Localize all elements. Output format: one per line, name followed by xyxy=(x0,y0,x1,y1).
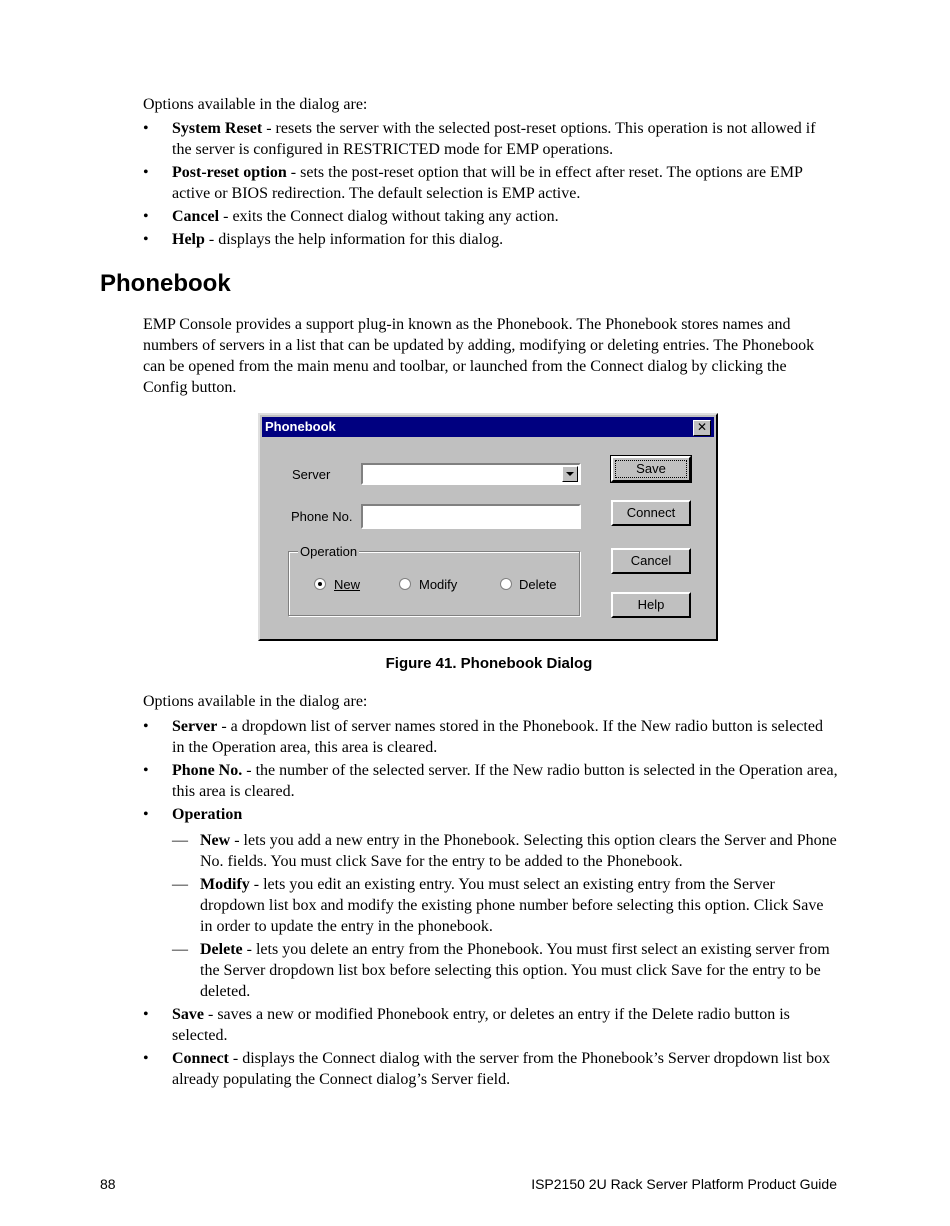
bullet-icon: • xyxy=(143,806,149,823)
bottom-options-list xyxy=(143,716,838,1092)
term: Cancel xyxy=(172,208,220,225)
term: Save xyxy=(172,1006,204,1023)
description: - exits the Connect dialog without taking any action. xyxy=(219,208,559,225)
save-button-label: Save xyxy=(615,460,687,478)
bullet-icon: • xyxy=(143,762,149,779)
description: - a dropdown list of server names stored in the Phonebook. If the New radio button is selected in the Operation area, this area is cleared. xyxy=(172,718,823,756)
server-label: Server xyxy=(292,467,331,482)
term: Delete xyxy=(200,941,243,958)
bullet-icon: • xyxy=(143,1050,149,1067)
help-button[interactable]: Help xyxy=(611,592,691,618)
radio-new[interactable] xyxy=(314,578,326,590)
top-options-list xyxy=(143,118,838,252)
server-dropdown[interactable] xyxy=(361,463,581,485)
sub-list-item xyxy=(143,874,838,937)
dash-icon: — xyxy=(172,941,188,958)
cancel-button[interactable]: Cancel xyxy=(611,548,691,574)
list-item xyxy=(143,1048,838,1090)
operation-label: Operation xyxy=(300,544,358,559)
phonebook-dialog xyxy=(258,413,718,641)
description: - lets you edit an existing entry. You must select an existing entry from the Server dropdown list box and modify the existing phone number before selecting this option. Click Save in order to update the entry in the phonebook. xyxy=(200,876,824,935)
list-item xyxy=(143,162,838,204)
description: - lets you add a new entry in the Phonebook. Selecting this option clears the Server and Phone No. fields. You must click Save for the entry to be added to the Phonebook. xyxy=(200,832,837,870)
bullet-icon: • xyxy=(143,164,149,181)
document-title: ISP2150 2U Rack Server Platform Product Guide xyxy=(531,1176,837,1192)
term: Operation xyxy=(172,806,243,823)
dash-icon: — xyxy=(172,876,188,893)
bullet-icon: • xyxy=(143,718,149,735)
list-item xyxy=(143,229,838,250)
sub-list-item xyxy=(143,830,838,872)
section-heading: Phonebook xyxy=(100,270,231,297)
bullet-icon: • xyxy=(143,231,149,248)
term: Help xyxy=(172,231,205,248)
radio-modify-label[interactable]: Modify xyxy=(419,577,458,592)
description: - sets the post-reset option that will be in effect after reset. The options are EMP active or BIOS redirection. The default selection is EMP active. xyxy=(172,164,803,202)
radio-delete[interactable] xyxy=(500,578,512,590)
radio-modify[interactable] xyxy=(399,578,411,590)
term: System Reset xyxy=(172,120,263,137)
dash-icon: — xyxy=(172,832,188,849)
dialog-titlebar xyxy=(262,417,714,437)
list-item xyxy=(143,760,838,802)
save-button[interactable] xyxy=(611,456,691,482)
list-item xyxy=(143,804,838,825)
term: Post-reset option xyxy=(172,164,287,181)
description: - the number of the selected server. If the New radio button is selected in the Operation area, this area is cleared. xyxy=(172,762,838,800)
sub-list-item xyxy=(143,939,838,1002)
radio-new-label[interactable]: New xyxy=(334,577,361,592)
connect-button[interactable]: Connect xyxy=(611,500,691,526)
phone-input[interactable] xyxy=(361,504,581,529)
top-intro: Options available in the dialog are: xyxy=(143,96,368,113)
bullet-icon: • xyxy=(143,208,149,225)
term: Phone No. xyxy=(172,762,243,779)
term: Server xyxy=(172,718,218,735)
figure-caption: Figure 41. Phonebook Dialog xyxy=(385,655,593,672)
term: New xyxy=(200,832,231,849)
list-item xyxy=(143,1004,838,1046)
phone-label: Phone No. xyxy=(291,509,353,524)
description: - resets the server with the selected post-reset options. This operation is not allowed if the server is configured in RESTRICTED mode for EMP operations. xyxy=(172,120,816,158)
close-icon[interactable]: ✕ xyxy=(693,420,711,436)
section-paragraph: EMP Console provides a support plug-in known as the Phonebook. The Phonebook stores names and numbers of servers in a list that can be updated by adding, modifying or deleting entries. The Phonebook can be opened from the main menu and toolbar, or launched from the Connect dialog by clicking the Config button. xyxy=(143,316,815,396)
list-item xyxy=(143,206,838,227)
radio-delete-label[interactable]: Delete xyxy=(519,577,557,592)
term: Connect xyxy=(172,1050,229,1067)
bullet-icon: • xyxy=(143,1006,149,1023)
bullet-icon: • xyxy=(143,120,149,137)
description: - saves a new or modified Phonebook entry, or deletes an entry if the Delete radio button is selected. xyxy=(172,1006,790,1044)
list-item xyxy=(143,118,838,160)
term: Modify xyxy=(200,876,250,893)
description: - lets you delete an entry from the Phonebook. You must first select an existing server from the Server dropdown list box before selecting this option. You must click Save for the entry to be deleted. xyxy=(200,941,830,1000)
description: - displays the Connect dialog with the server from the Phonebook’s Server dropdown list box already populating the Connect dialog’s Server field. xyxy=(172,1050,831,1088)
chevron-down-icon[interactable] xyxy=(562,466,578,482)
bottom-intro: Options available in the dialog are: xyxy=(143,693,368,710)
list-item xyxy=(143,716,838,758)
description: - displays the help information for this dialog. xyxy=(204,231,504,248)
dialog-title: Phonebook xyxy=(265,419,336,434)
page-number: 88 xyxy=(100,1176,116,1192)
